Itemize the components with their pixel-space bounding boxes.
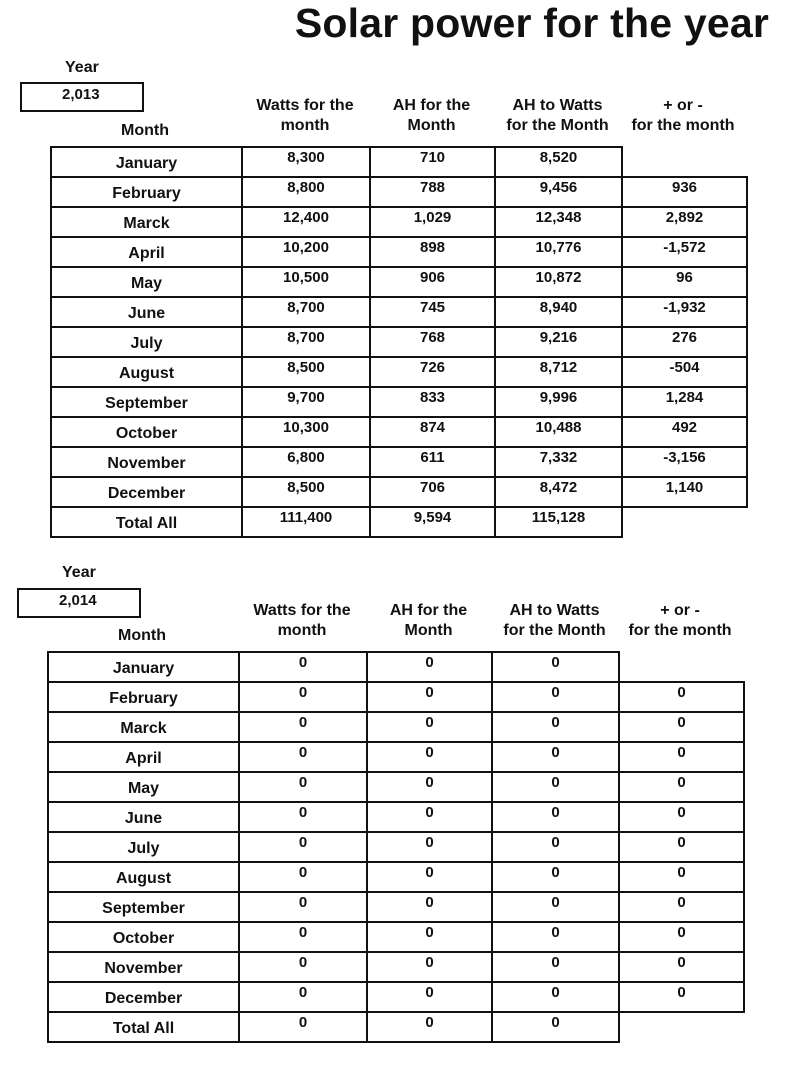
watts-cell: 10,200 (242, 237, 370, 267)
ah-cell: 788 (370, 177, 495, 207)
table-row (51, 447, 747, 477)
table-row (48, 772, 744, 802)
difference-cell: -1,932 (622, 297, 747, 327)
watts-cell: 0 (239, 682, 367, 712)
month-cell: August (48, 862, 239, 892)
watts-header-line2: month (280, 117, 330, 134)
ah-to-watts-cell: 9,216 (495, 327, 622, 357)
ah-to-watts-cell: 8,472 (495, 477, 622, 507)
difference-column-header (618, 601, 742, 641)
ah-header-line2: Month (407, 117, 456, 134)
watts-cell: 8,300 (242, 147, 370, 177)
ah-to-watts-cell: 9,456 (495, 177, 622, 207)
ah-cell: 706 (370, 477, 495, 507)
table-row (51, 297, 747, 327)
month-cell: August (51, 357, 242, 387)
watts-cell: 0 (239, 712, 367, 742)
year-label: Year (62, 564, 96, 581)
ah-cell: 0 (367, 862, 492, 892)
table-row (48, 862, 744, 892)
ah-cell: 0 (367, 1012, 492, 1042)
ah-cell: 0 (367, 832, 492, 862)
page-title: Solar power for the year (294, 0, 769, 46)
month-cell: December (48, 982, 239, 1012)
ah-header-line2: Month (404, 622, 453, 639)
ah-cell: 0 (367, 802, 492, 832)
ah-to-watts-column-header (494, 96, 621, 136)
watts-cell: 0 (239, 652, 367, 682)
month-cell: January (48, 652, 239, 682)
watts-cell: 0 (239, 862, 367, 892)
solar-table-2013 (50, 146, 748, 538)
watts-column-header (238, 601, 366, 641)
table-row (48, 742, 744, 772)
table-row (48, 922, 744, 952)
year-label: Year (65, 59, 99, 76)
ah-to-watts-cell: 8,520 (495, 147, 622, 177)
difference-cell: 2,892 (622, 207, 747, 237)
table-row (48, 712, 744, 742)
watts-cell: 0 (239, 1012, 367, 1042)
table-row (48, 802, 744, 832)
ah-cell: 0 (367, 772, 492, 802)
difference-cell (619, 1012, 744, 1042)
ah-header-line1: AH for the (389, 602, 468, 619)
difference-cell: 1,140 (622, 477, 747, 507)
watts-cell: 0 (239, 802, 367, 832)
month-cell: November (51, 447, 242, 477)
difference-header-line2: for the month (628, 622, 732, 639)
watts-cell: 6,800 (242, 447, 370, 477)
ah-cell: 0 (367, 742, 492, 772)
month-cell: April (51, 237, 242, 267)
watts-column-header (241, 96, 369, 136)
ah-to-watts-cell: 7,332 (495, 447, 622, 477)
difference-header-line1: + or - (663, 97, 703, 114)
ah-cell: 898 (370, 237, 495, 267)
difference-cell: -3,156 (622, 447, 747, 477)
ah-to-watts-cell: 8,712 (495, 357, 622, 387)
ah-cell: 0 (367, 652, 492, 682)
watts-cell: 8,500 (242, 357, 370, 387)
difference-cell: 492 (622, 417, 747, 447)
month-cell: September (48, 892, 239, 922)
ah-to-watts-cell: 0 (492, 952, 619, 982)
ah-to-watts-header-line2: for the Month (506, 117, 609, 134)
watts-cell: 0 (239, 982, 367, 1012)
difference-cell: 936 (622, 177, 747, 207)
table-row (51, 357, 747, 387)
ah-to-watts-cell: 0 (492, 742, 619, 772)
table-row (51, 327, 747, 357)
ah-to-watts-cell: 10,872 (495, 267, 622, 297)
month-cell: Total All (48, 1012, 239, 1042)
month-cell: Marck (48, 712, 239, 742)
watts-cell: 8,800 (242, 177, 370, 207)
ah-to-watts-cell: 115,128 (495, 507, 622, 537)
ah-cell: 0 (367, 982, 492, 1012)
month-cell: July (51, 327, 242, 357)
month-column-header: Month (121, 122, 169, 139)
difference-cell: 0 (619, 922, 744, 952)
table-row (48, 892, 744, 922)
table-row (51, 417, 747, 447)
month-cell: Total All (51, 507, 242, 537)
difference-cell: 0 (619, 982, 744, 1012)
ah-to-watts-header-line2: for the Month (503, 622, 606, 639)
month-cell: May (48, 772, 239, 802)
month-cell: June (51, 297, 242, 327)
ah-to-watts-cell: 0 (492, 892, 619, 922)
ah-cell: 874 (370, 417, 495, 447)
watts-cell: 12,400 (242, 207, 370, 237)
table-row (48, 682, 744, 712)
ah-cell: 906 (370, 267, 495, 297)
difference-cell: 0 (619, 682, 744, 712)
difference-cell: -1,572 (622, 237, 747, 267)
ah-cell: 833 (370, 387, 495, 417)
table-row (48, 982, 744, 1012)
difference-header-line2: for the month (631, 117, 735, 134)
table-row (51, 267, 747, 297)
ah-cell: 0 (367, 952, 492, 982)
ah-to-watts-cell: 0 (492, 682, 619, 712)
table-row (51, 477, 747, 507)
table-row (48, 652, 744, 682)
month-cell: June (48, 802, 239, 832)
month-cell: Marck (51, 207, 242, 237)
watts-cell: 9,700 (242, 387, 370, 417)
table-row (48, 952, 744, 982)
watts-header-line1: Watts for the (256, 97, 354, 114)
ah-cell: 0 (367, 682, 492, 712)
table-row (51, 207, 747, 237)
difference-cell: 96 (622, 267, 747, 297)
ah-to-watts-cell: 8,940 (495, 297, 622, 327)
watts-cell: 0 (239, 742, 367, 772)
table-row (48, 832, 744, 862)
ah-to-watts-cell: 0 (492, 652, 619, 682)
watts-cell: 0 (239, 952, 367, 982)
ah-cell: 0 (367, 922, 492, 952)
difference-cell: 0 (619, 952, 744, 982)
ah-cell: 726 (370, 357, 495, 387)
difference-cell: 0 (619, 802, 744, 832)
watts-cell: 0 (239, 892, 367, 922)
solar-table-2014 (47, 651, 745, 1043)
difference-cell (619, 652, 744, 682)
difference-cell: 276 (622, 327, 747, 357)
ah-cell: 0 (367, 712, 492, 742)
month-cell: November (48, 952, 239, 982)
difference-column-header (621, 96, 745, 136)
difference-cell: 0 (619, 832, 744, 862)
difference-cell: -504 (622, 357, 747, 387)
ah-to-watts-cell: 10,488 (495, 417, 622, 447)
watts-header-line1: Watts for the (253, 602, 351, 619)
watts-cell: 0 (239, 922, 367, 952)
ah-to-watts-cell: 0 (492, 982, 619, 1012)
table-row (51, 237, 747, 267)
ah-to-watts-cell: 12,348 (495, 207, 622, 237)
month-column-header: Month (118, 627, 166, 644)
ah-to-watts-header-line1: AH to Watts (509, 602, 600, 619)
month-cell: October (51, 417, 242, 447)
ah-to-watts-cell: 0 (492, 922, 619, 952)
ah-to-watts-cell: 0 (492, 712, 619, 742)
ah-cell: 710 (370, 147, 495, 177)
table-row (51, 177, 747, 207)
difference-cell: 0 (619, 742, 744, 772)
table-row (51, 147, 747, 177)
ah-header-line1: AH for the (392, 97, 471, 114)
difference-cell: 0 (619, 712, 744, 742)
ah-to-watts-cell: 0 (492, 832, 619, 862)
ah-to-watts-cell: 0 (492, 1012, 619, 1042)
ah-cell: 1,029 (370, 207, 495, 237)
ah-to-watts-column-header (491, 601, 618, 641)
ah-cell: 745 (370, 297, 495, 327)
ah-cell: 0 (367, 892, 492, 922)
year-field[interactable]: 2,013 (20, 82, 144, 112)
month-cell: February (51, 177, 242, 207)
table-row (51, 387, 747, 417)
total-row (48, 1012, 744, 1042)
month-cell: February (48, 682, 239, 712)
ah-to-watts-cell: 0 (492, 862, 619, 892)
difference-cell (622, 507, 747, 537)
ah-cell: 768 (370, 327, 495, 357)
watts-cell: 111,400 (242, 507, 370, 537)
ah-column-header (366, 601, 491, 641)
ah-to-watts-cell: 9,996 (495, 387, 622, 417)
watts-cell: 0 (239, 832, 367, 862)
ah-to-watts-cell: 0 (492, 772, 619, 802)
ah-column-header (369, 96, 494, 136)
year-field[interactable]: 2,014 (17, 588, 141, 618)
difference-cell: 0 (619, 892, 744, 922)
month-cell: October (48, 922, 239, 952)
ah-cell: 9,594 (370, 507, 495, 537)
watts-cell: 10,500 (242, 267, 370, 297)
watts-cell: 8,500 (242, 477, 370, 507)
total-row (51, 507, 747, 537)
watts-cell: 0 (239, 772, 367, 802)
difference-cell: 1,284 (622, 387, 747, 417)
watts-cell: 8,700 (242, 297, 370, 327)
ah-cell: 611 (370, 447, 495, 477)
month-cell: December (51, 477, 242, 507)
month-cell: September (51, 387, 242, 417)
month-cell: January (51, 147, 242, 177)
month-cell: July (48, 832, 239, 862)
difference-cell: 0 (619, 772, 744, 802)
ah-to-watts-header-line1: AH to Watts (512, 97, 603, 114)
difference-cell (622, 147, 747, 177)
difference-header-line1: + or - (660, 602, 700, 619)
watts-cell: 10,300 (242, 417, 370, 447)
month-cell: April (48, 742, 239, 772)
month-cell: May (51, 267, 242, 297)
watts-header-line2: month (277, 622, 327, 639)
difference-cell: 0 (619, 862, 744, 892)
ah-to-watts-cell: 10,776 (495, 237, 622, 267)
ah-to-watts-cell: 0 (492, 802, 619, 832)
watts-cell: 8,700 (242, 327, 370, 357)
